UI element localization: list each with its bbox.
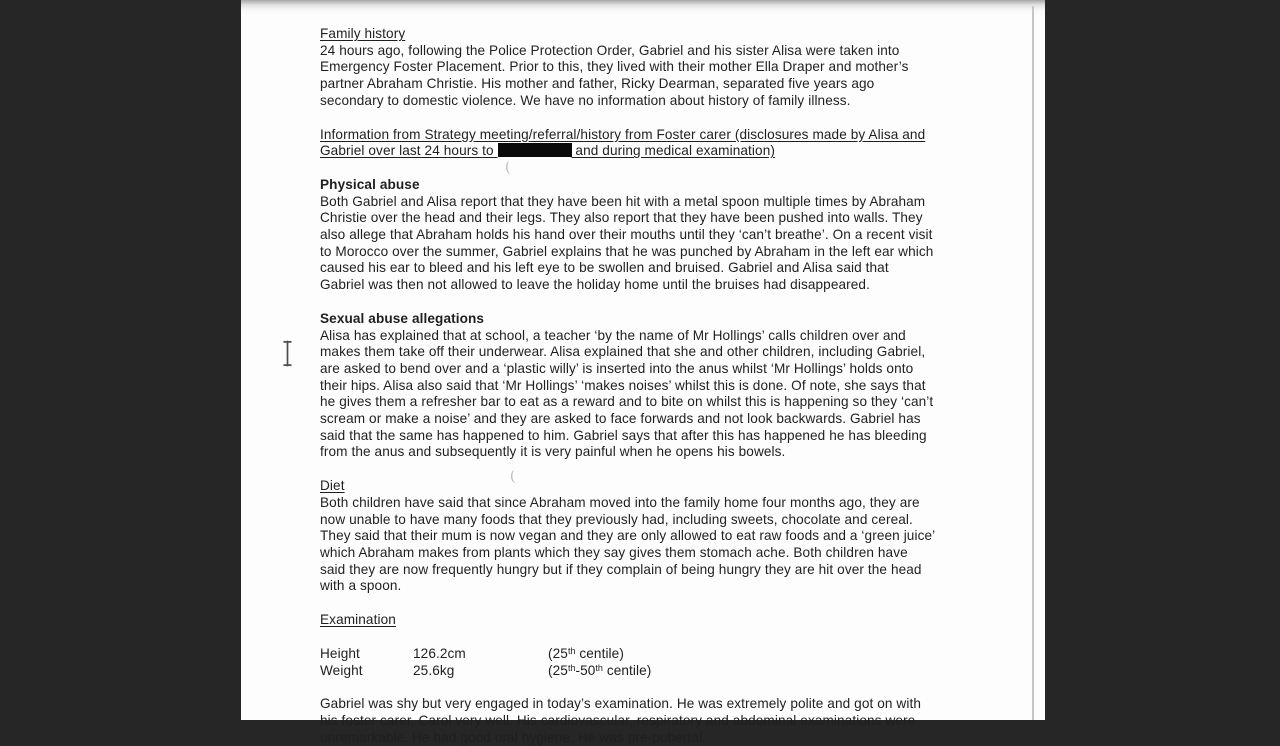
section-heading: Examination [320, 612, 396, 628]
document-line: now unable to have many foods that they previously had, including sweets, chocolate and cereal. [320, 511, 913, 527]
examination-summary-body [320, 696, 985, 746]
sexual-abuse-heading [320, 311, 985, 328]
strategy-meeting-heading [320, 127, 985, 160]
document-line: Information from Strategy meeting/referral/history from Foster carer (disclosures made by Alisa and [320, 126, 926, 142]
measurement-centile: (25th centile) [548, 645, 624, 661]
document-line: Both children have said that since Abraham moved into the family home four months ago, they are [320, 494, 920, 510]
section-heading: Family history [320, 26, 406, 41]
page-edge-scan-line [1032, 6, 1034, 720]
document-line: are asked to bend over and a ‘plastic willy’ is inserted into the anus whilst ‘Mr Hollings’ holds onto [320, 360, 914, 376]
document-line: which Abraham makes from plants which they say gives them stomach ache. Both children have [320, 544, 908, 560]
document-line: Christie over the head and their legs. They also report that they have been pushed into walls. They [320, 210, 923, 226]
document-line: said they are now frequently hungry but if they complain of being hungry they are hit over the head [320, 561, 922, 577]
document-line: Alisa has explained that at school, a teacher ‘by the name of Mr Hollings’ calls children over and [320, 327, 906, 343]
document-content [320, 9, 985, 746]
scan-artifact-mark: ( [504, 159, 512, 177]
document-line: Emergency Foster Placement. Prior to this, they lived with their mother Ella Draper and mother’s [320, 59, 909, 75]
section-heading: Physical abuse [320, 176, 420, 192]
sexual-abuse-body [320, 328, 985, 462]
redaction-box [498, 143, 572, 157]
document-page[interactable] [241, 0, 1045, 745]
diet-heading [320, 478, 985, 495]
document-line: Gabriel was shy but very engaged in today’s examination. He was extremely polite and got on with [320, 696, 922, 712]
section-heading: Sexual abuse allegations [320, 310, 485, 326]
physical-abuse-heading [320, 177, 985, 194]
document-line: with a spoon. [320, 578, 402, 594]
family-history-heading [320, 26, 985, 43]
measurement-value: 25.6kg [413, 662, 455, 678]
document-line: Gabriel was then not allowed to leave the holiday home until the bruises had disappeared. [320, 277, 870, 293]
document-line: from the anus and subsequently it is very painful when he opens his bowels. [320, 444, 786, 460]
document-line: makes them take off their underwear. Alisa explained that she and other children, including Gabriel, [320, 344, 926, 360]
measurement-value: 126.2cm [413, 645, 466, 661]
document-line: They said that their mum is now vegan and they are only allowed to eat raw foods and a ‘green juice’ [320, 528, 936, 544]
family-history-body [320, 43, 985, 110]
document-line: to Morocco over the summer, Gabriel explains that he was punched by Abraham in the left ear which [320, 243, 934, 259]
document-line: Both Gabriel and Alisa report that they have been hit with a metal spoon multiple times by Abraham [320, 193, 926, 209]
measurement-row [320, 646, 985, 663]
measurement-centile: (25th-50th centile) [548, 662, 652, 678]
document-line: their hips. Alisa also said that ‘Mr Hollings’ ‘makes noises’ whilst this is done. Of note, she says that [320, 377, 926, 393]
examination-heading [320, 612, 985, 629]
measurement-row [320, 663, 985, 680]
document-line: also allege that Abraham holds his hand over their mouths until they ‘can’t breathe’. On a recent visit [320, 227, 933, 243]
scan-artifact-mark: ( [509, 468, 517, 486]
measurement-label: Height [320, 645, 360, 661]
document-line: scream or make a noise’ and they are asked to face forwards and not look backwards. Gabriel has [320, 411, 921, 427]
document-line: Gabriel over last 24 hours to and during medical examination) [320, 143, 775, 159]
section-heading: Diet [320, 478, 345, 494]
measurement-label: Weight [320, 662, 363, 678]
document-line: 24 hours ago, following the Police Protection Order, Gabriel and his sister Alisa were taken into [320, 42, 900, 58]
document-line: said that the same has happened to him. Gabriel says that after this has happened he has bleeding [320, 427, 927, 443]
document-line: his foster carer, Carol very well. His cardiovascular, respiratory and abdominal examinations were [320, 712, 916, 728]
diet-body [320, 495, 985, 595]
document-line: unremarkable. He had good oral hygiene. He was pre-pubertal. [320, 729, 707, 745]
document-line: partner Abraham Christie. His mother and father, Ricky Dearman, separated five years ago [320, 76, 875, 92]
document-line: caused his ear to bleed and his left eye to be swollen and bruised. Gabriel and Alisa said that [320, 260, 889, 276]
document-line: he gives them a refresher bar to eat as a reward and to bite on whilst this is happening so they ‘can’t [320, 394, 934, 410]
physical-abuse-body [320, 194, 985, 294]
text-cursor-icon [281, 340, 294, 367]
document-line: secondary to domestic violence. We have no information about history of family illness. [320, 92, 851, 108]
examination-table [320, 646, 985, 679]
